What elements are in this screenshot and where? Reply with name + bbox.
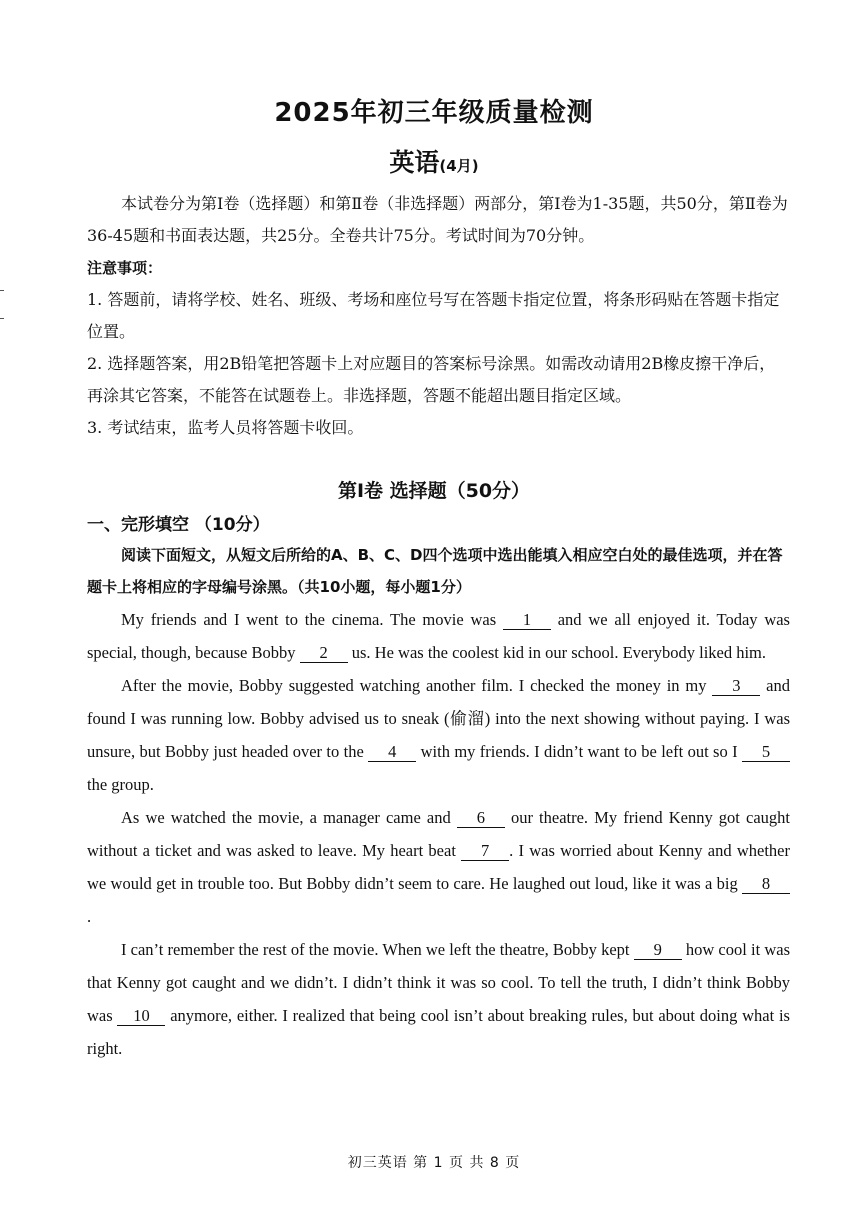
margin-mark bbox=[0, 290, 4, 291]
passage-paragraph-3: As we watched the movie, a manager came and 6 our theatre. My friend Kenny got caught without a ticket and was asked to leave. My heart beat 7 . I was worried about Kenny and whether we would get in trouble too. But Bobby didn’t seem to care. He laughed out loud, like it was a big 8. bbox=[87, 808, 790, 926]
exam-month: (4月) bbox=[439, 157, 479, 175]
notes-heading: 注意事项： bbox=[87, 259, 163, 277]
blank-6: 6 bbox=[457, 809, 505, 828]
blank-7: 7 bbox=[461, 842, 509, 861]
exam-title: 2025年初三年级质量检测 bbox=[274, 98, 594, 128]
blank-9: 9 bbox=[634, 941, 682, 960]
blank-3: 3 bbox=[712, 677, 760, 696]
cloze-block bbox=[87, 539, 790, 1065]
subject-name: 英语 bbox=[389, 148, 440, 177]
cloze-instruction: 阅读下面短文，从短文后所给的A、B、C、D四个选项中选出能填入相应空白处的最佳选项，并在答题卡上将相应的字母编号涂黑。（共10小题，每小题1分） bbox=[87, 546, 783, 596]
intro-text: 本试卷分为第Ⅰ卷（选择题）和第Ⅱ卷（非选择题）两部分，第Ⅰ卷为1-35题，共50分，第Ⅱ卷为36-45题和书面表达题，共25分。全卷共计75分。考试时间为70分钟。 bbox=[87, 194, 788, 245]
note-item-3: 3. 考试结束，监考人员将答题卡收回。 bbox=[87, 418, 364, 437]
passage-paragraph-2: After the movie, Bobby suggested watching another film. I checked the money in my 3 and found I was running low. Bobby advised us to sneak (偷溜) into the next showing without paying. I was unsure, but Bobby just headed over to the 4 with my friends. I didn’t want to be left out so I 5 the group. bbox=[87, 676, 790, 794]
blank-10: 10 bbox=[117, 1007, 165, 1026]
part-heading: 一、完形填空 （10分） bbox=[87, 515, 270, 535]
blank-5: 5 bbox=[742, 743, 790, 762]
subject-heading bbox=[0, 143, 868, 179]
passage-paragraph-1: My friends and I went to the cinema. The movie was 1 and we all enjoyed it. Today was special, though, because Bobby 2 us. He was the coolest kid in our school. Everybody liked him. bbox=[87, 610, 790, 662]
note-item-1: 1. 答题前，请将学校、姓名、班级、考场和座位号写在答题卡指定位置，将条形码贴在答题卡指定位置。 bbox=[87, 290, 780, 341]
blank-4: 4 bbox=[368, 743, 416, 762]
margin-mark bbox=[0, 318, 4, 319]
intro-block bbox=[87, 188, 790, 444]
passage-paragraph-4: I can’t remember the rest of the movie. When we left the theatre, Bobby kept 9 how cool it was that Kenny got caught and we didn’t. I didn’t think it was so cool. To tell the truth, I didn’t think Bobby was 10 anymore, either. I realized that being cool isn’t about breaking rules, but about doing what is right. bbox=[87, 940, 790, 1058]
blank-1: 1 bbox=[503, 611, 551, 630]
section-heading: 第Ⅰ卷 选择题（50分） bbox=[337, 480, 531, 502]
page-footer: 初三英语 第 1 页 共 8 页 bbox=[347, 1155, 521, 1171]
blank-2: 2 bbox=[300, 644, 348, 663]
note-item-2: 2. 选择题答案，用2B铅笔把答题卡上对应题目的答案标号涂黑。如需改动请用2B橡皮擦干净后，再涂其它答案，不能答在试题卷上。非选择题，答题不能超出题目指定区域。 bbox=[87, 354, 776, 405]
blank-8: 8 bbox=[742, 875, 790, 894]
